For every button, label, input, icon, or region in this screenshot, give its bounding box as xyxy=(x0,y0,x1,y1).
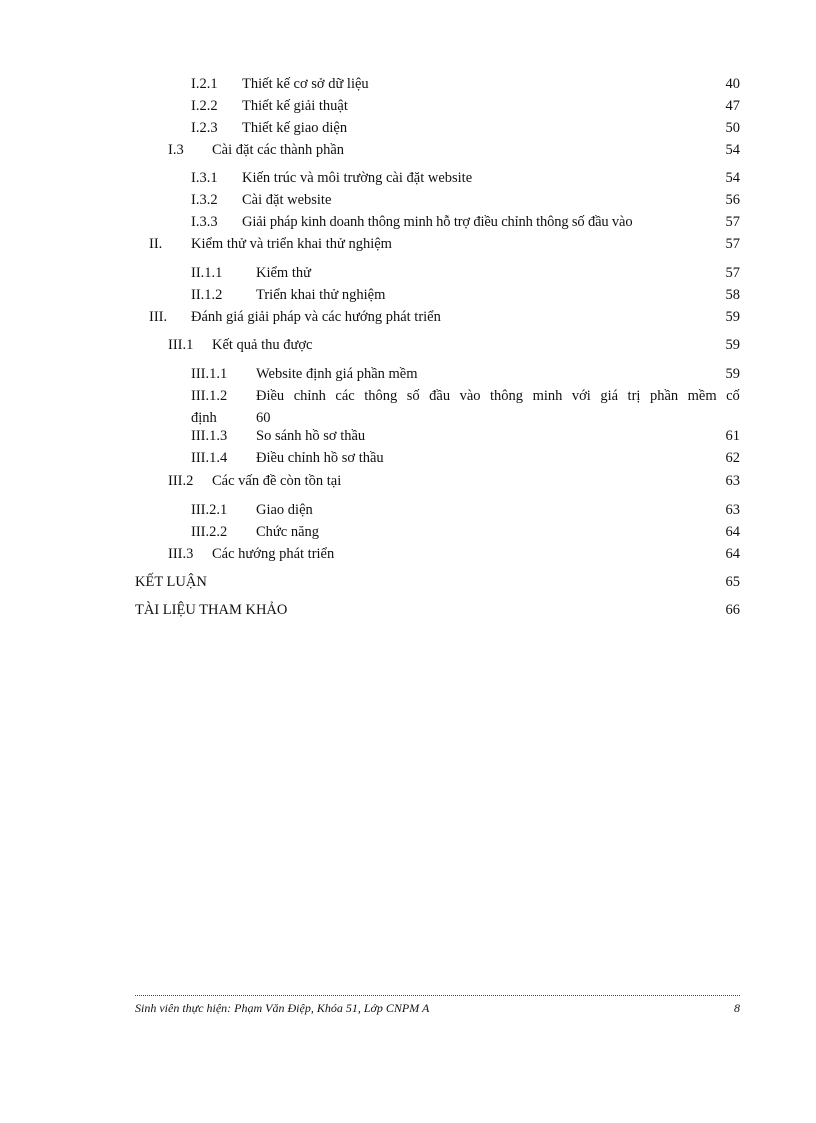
toc-entry-number: I.2.3 xyxy=(191,120,218,136)
title-word: minh xyxy=(532,388,563,404)
toc-entry-page: 66 xyxy=(725,602,740,618)
toc-entry-page: 64 xyxy=(725,546,740,562)
toc-entry-page: 62 xyxy=(725,450,740,466)
toc-entry[interactable] xyxy=(191,287,740,304)
toc-entry[interactable] xyxy=(191,76,740,93)
toc-entry[interactable] xyxy=(191,428,740,445)
toc-entry-title: Kiểm thử xyxy=(256,265,311,281)
toc-entry-number: II.1.2 xyxy=(191,287,223,303)
toc-entry-title: TÀI LIỆU THAM KHẢO xyxy=(135,602,288,618)
title-word: trị xyxy=(627,388,641,404)
toc-entry-number: III.1.2 xyxy=(191,388,228,404)
toc-entry[interactable] xyxy=(168,546,740,563)
toc-entry-number: I.2.2 xyxy=(191,98,218,114)
toc-entry-number: III.2.2 xyxy=(191,524,228,540)
title-word: giá xyxy=(600,388,619,404)
toc-entry-page: 57 xyxy=(725,236,740,252)
toc-entry-number: III.2.1 xyxy=(191,502,228,518)
toc-entry-title: Các vấn đề còn tồn tại xyxy=(212,473,342,489)
toc-entry-number: I.3.2 xyxy=(191,192,218,208)
title-word: cố xyxy=(726,388,740,404)
toc-entry-title: Kiểm thử và triển khai thử nghiệm xyxy=(191,236,392,252)
toc-entry[interactable] xyxy=(149,309,740,326)
toc-entry-number: III.1.4 xyxy=(191,450,228,466)
footer-page-number: 8 xyxy=(734,1001,740,1015)
toc-entry-page: 59 xyxy=(725,309,740,325)
toc-entry-page: 63 xyxy=(725,502,740,518)
toc-entry-title: KẾT LUẬN xyxy=(135,574,207,590)
toc-entry-title: Website định giá phần mềm xyxy=(256,366,418,382)
toc-entry[interactable] xyxy=(191,98,740,115)
title-word: thông xyxy=(490,388,524,404)
title-word: chỉnh xyxy=(293,388,326,404)
title-word: với xyxy=(571,388,591,404)
toc-entry-number: III.3 xyxy=(168,546,194,562)
toc-entry-number: I.3.3 xyxy=(191,214,218,230)
toc-entry-page: 58 xyxy=(725,287,740,303)
toc-entry-number: III.1.3 xyxy=(191,428,228,444)
title-word: vào xyxy=(459,388,481,404)
title-word: mềm xyxy=(687,388,717,404)
toc-entry-page: 59 xyxy=(725,366,740,382)
toc-entry-page: 54 xyxy=(725,142,740,158)
toc-entry-page: 65 xyxy=(725,574,740,590)
toc-entry-page: 40 xyxy=(725,76,740,92)
title-word: thông xyxy=(364,388,398,404)
toc-entry-title: Thiết kế giao diện xyxy=(242,120,348,136)
toc-entry[interactable] xyxy=(191,170,740,187)
toc-wrapped-line-2 xyxy=(191,410,740,427)
toc-entry[interactable] xyxy=(168,473,740,490)
toc-entry-wrapped[interactable] xyxy=(191,388,740,427)
toc-wrapped-line-1 xyxy=(191,388,740,405)
toc-entry-title xyxy=(256,388,740,405)
toc-entry[interactable] xyxy=(168,337,740,354)
toc-entry-title: Triển khai thử nghiệm xyxy=(256,287,386,303)
toc-entry[interactable] xyxy=(135,602,740,619)
toc-entry-title: Đánh giá giải pháp và các hướng phát triển xyxy=(191,309,441,325)
toc-entry-title: Kết quả thu được xyxy=(212,337,313,353)
page-footer xyxy=(135,1001,740,1016)
toc-entry-page: 47 xyxy=(725,98,740,114)
toc-entry-number: II.1.1 xyxy=(191,265,223,281)
toc-entry[interactable] xyxy=(191,214,740,231)
toc-entry-title-continued: định xyxy=(191,410,217,426)
toc-entry[interactable] xyxy=(191,120,740,137)
toc-entry-title: Kiến trúc và môi trường cài đặt website xyxy=(242,170,473,186)
title-word: phần xyxy=(649,388,679,404)
toc-entry-title: Thiết kế cơ sở dữ liệu xyxy=(242,76,369,92)
toc-entry[interactable] xyxy=(191,192,740,209)
toc-entry-number: III. xyxy=(149,309,168,325)
toc-entry-title: Điều chỉnh hồ sơ thầu xyxy=(256,450,384,466)
toc-entry-number: II. xyxy=(149,236,163,252)
toc-entry[interactable] xyxy=(191,524,740,541)
toc-entry-page: 56 xyxy=(725,192,740,208)
title-word: số xyxy=(406,388,420,404)
toc-entry-title: Thiết kế giải thuật xyxy=(242,98,348,114)
toc-entry-page: 60 xyxy=(256,410,271,426)
toc-entry-number: III.1 xyxy=(168,337,194,353)
toc-entry-number: I.2.1 xyxy=(191,76,218,92)
toc-entry-page: 54 xyxy=(725,170,740,186)
title-word: Điều xyxy=(256,388,285,404)
toc-entry-number: III.2 xyxy=(168,473,194,489)
toc-entry-page: 57 xyxy=(725,214,740,230)
toc-entry[interactable] xyxy=(168,142,740,159)
toc-entry-title: Chức năng xyxy=(256,524,320,540)
toc-entry-title: Giao diện xyxy=(256,502,313,518)
footer-divider xyxy=(135,995,740,996)
title-word: các xyxy=(335,388,355,404)
toc-entry-page: 57 xyxy=(725,265,740,281)
toc-entry-page: 50 xyxy=(725,120,740,136)
toc-entry-page: 64 xyxy=(725,524,740,540)
toc-entry-number: I.3 xyxy=(168,142,184,158)
toc-entry[interactable] xyxy=(135,574,740,591)
toc-entry[interactable] xyxy=(191,502,740,519)
toc-entry[interactable] xyxy=(149,236,740,253)
toc-entry-page: 63 xyxy=(725,473,740,489)
toc-entry-title: Các hướng phát triển xyxy=(212,546,335,562)
toc-entry-number: III.1.1 xyxy=(191,366,228,382)
toc-entry-page: 61 xyxy=(725,428,740,444)
toc-entry[interactable] xyxy=(191,450,740,467)
toc-entry-number: I.3.1 xyxy=(191,170,218,186)
toc-entry[interactable] xyxy=(191,265,740,282)
toc-entry-title: So sánh hồ sơ thầu xyxy=(256,428,366,444)
toc-entry-title: Cài đặt website xyxy=(242,192,332,208)
toc-entry[interactable] xyxy=(191,366,740,383)
title-word: đầu xyxy=(429,388,451,404)
toc-entry-title: Cài đặt các thành phần xyxy=(212,142,345,158)
toc-entry-page: 59 xyxy=(725,337,740,353)
toc-entry-title: Giải pháp kinh doanh thông minh hỗ trợ điều chỉnh thông số đầu vào xyxy=(242,214,633,230)
footer-author: Sinh viên thực hiện: Phạm Văn Điệp, Khóa 51, Lớp CNPM A xyxy=(135,1001,430,1015)
